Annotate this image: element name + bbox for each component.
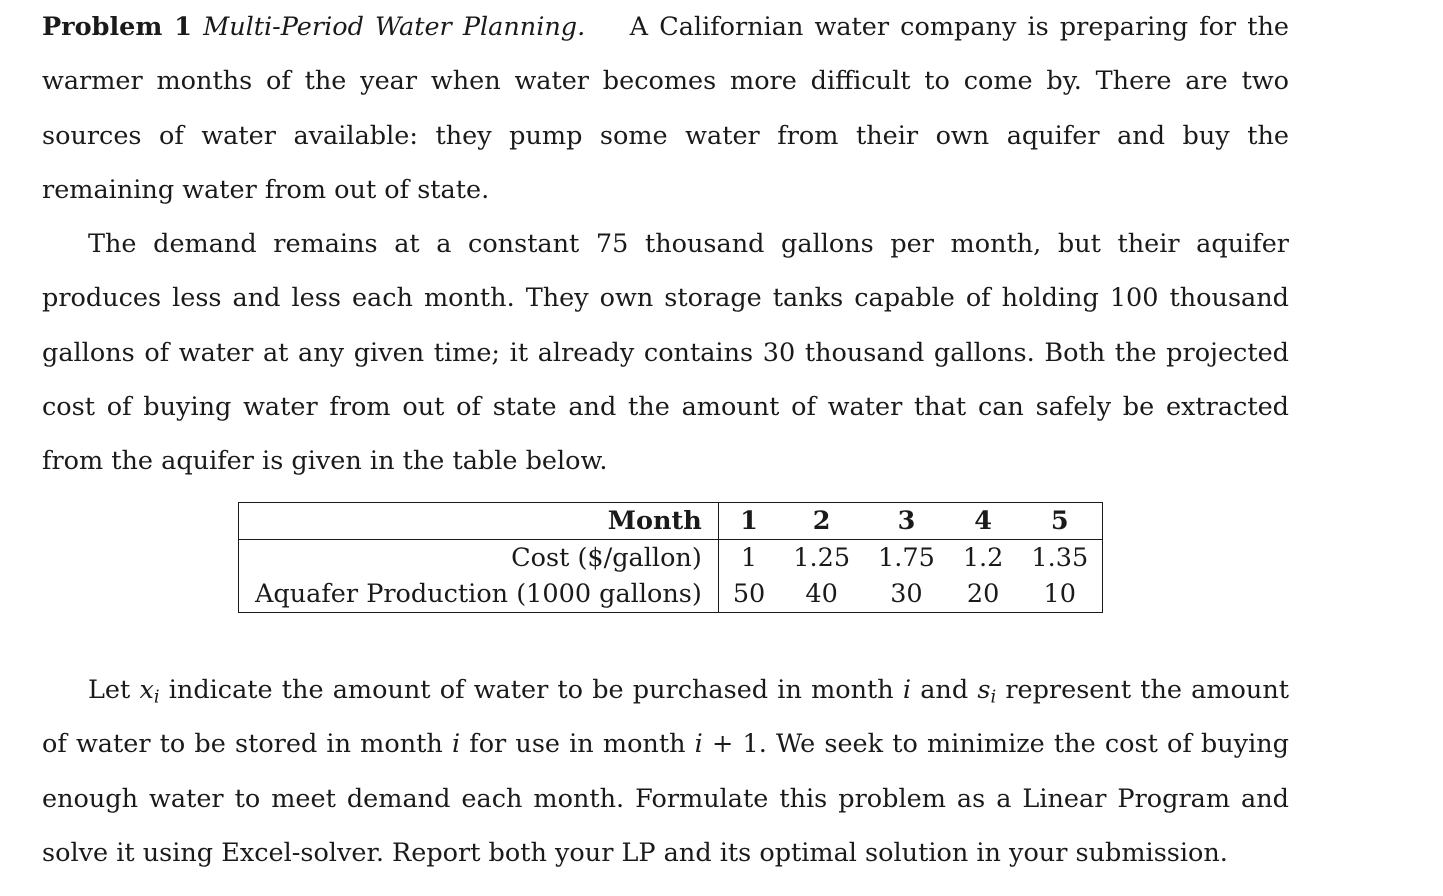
table-row-production bbox=[239, 576, 1103, 613]
water-data-table bbox=[238, 502, 1103, 613]
row-label: Aquafer Production (1000 gallons) bbox=[239, 576, 719, 613]
problem-label: Problem 1 bbox=[42, 12, 192, 42]
month-cell: 1 bbox=[718, 503, 779, 540]
variables-paragraph: Let $x_i$ indicate the amount of water to be purchased in month i and $s_i$ represent the amount of water to be stored in month i for use in month i + 1. We seek to minimize the cost of buying enough water to meet demand each month. Formulate this problem as a Linear Program and solve it using Excel-solver. Report both your LP and its optimal solution in your submission. bbox=[42, 675, 1290, 868]
table-cell: 1.2 bbox=[962, 543, 1004, 573]
table-cell: 30 bbox=[890, 579, 923, 609]
table-cell: 1.25 bbox=[793, 543, 851, 573]
month-cell: 2 bbox=[779, 503, 864, 540]
month-header: Month bbox=[239, 503, 719, 540]
demand-paragraph: The demand remains at a constant 75 thousand gallons per month, but their aquifer produces less and less each month. They own storage tanks capable of holding 100 thousand gallons of water at any given time; it already contains 30 thousand gallons. Both the projected cost of buying water from out of state and the amount of water that can safely be extracted from the aquifer is given in the table below. bbox=[42, 229, 1289, 477]
table-header-row bbox=[239, 503, 1103, 540]
row-label: Cost ($/gallon) bbox=[239, 540, 719, 577]
table-cell: 1.35 bbox=[1031, 543, 1089, 573]
month-cell: 4 bbox=[949, 503, 1018, 540]
table-cell: 40 bbox=[805, 579, 838, 609]
table-cell: 10 bbox=[1043, 579, 1076, 609]
problem-title: Multi-Period Water Planning. bbox=[203, 12, 586, 42]
month-cell: 5 bbox=[1017, 503, 1102, 540]
problem-intro-paragraph bbox=[42, 0, 1289, 217]
problem-intro-text: A Californian water company is preparing for the warmer months of the year when water becomes more difficult to come by. There are two sources of water available: they pump some water from their own aquifer and buy the remaining water from out of state. bbox=[42, 12, 1289, 205]
data-table-container bbox=[238, 502, 1103, 613]
table-cell: 20 bbox=[966, 579, 1000, 609]
month-cell: 3 bbox=[864, 503, 949, 540]
table-cell: 1 bbox=[740, 543, 758, 573]
table-cell: 50 bbox=[732, 579, 766, 609]
var-s: $s_i$ bbox=[977, 675, 997, 708]
table-cell: 1.75 bbox=[878, 543, 935, 573]
table-row-cost bbox=[239, 540, 1103, 577]
var-x: $x_i$ bbox=[139, 675, 160, 708]
